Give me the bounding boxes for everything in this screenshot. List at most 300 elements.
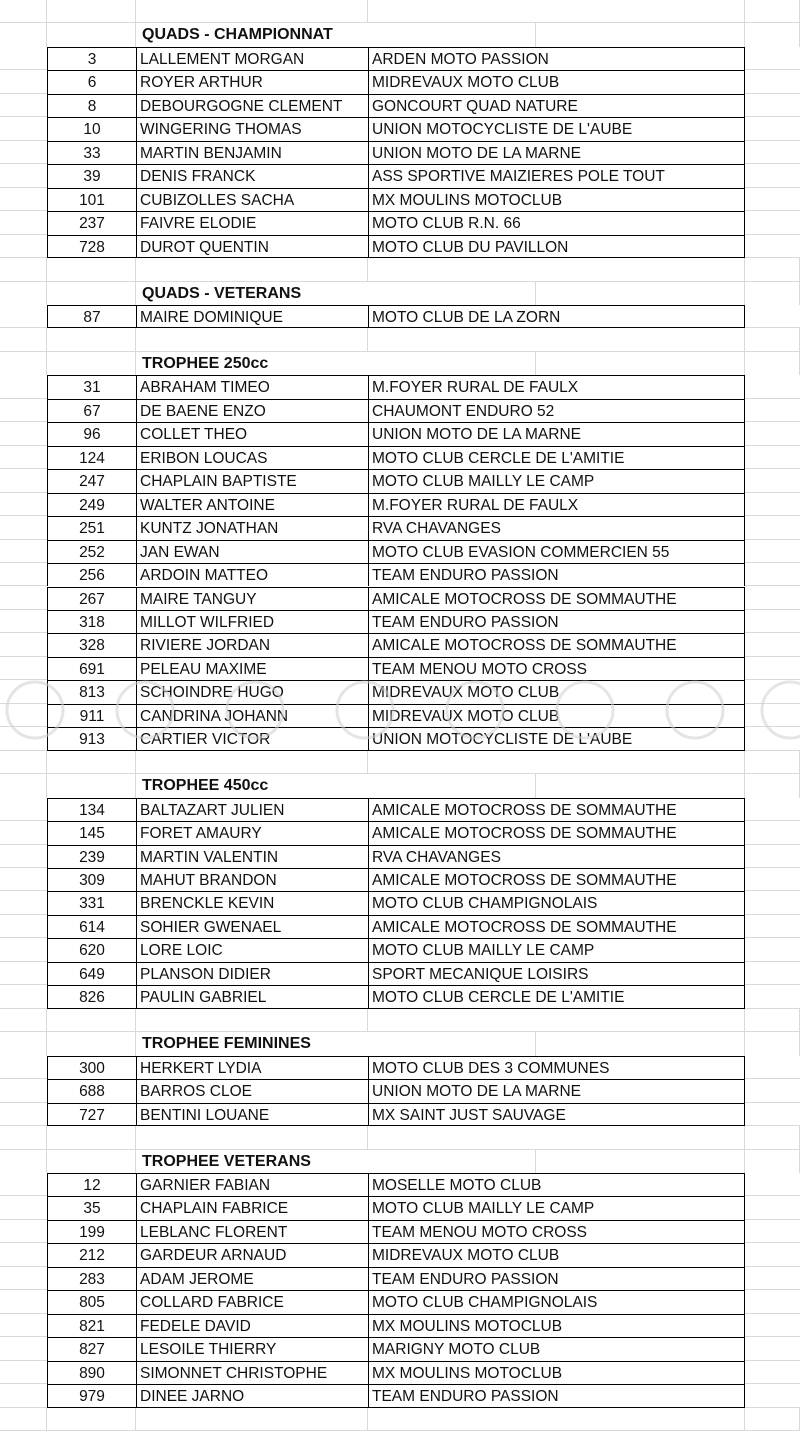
row-gutter xyxy=(0,1361,47,1384)
number-cell: 249 xyxy=(47,493,136,516)
row-margin xyxy=(745,727,800,750)
number-cell: 33 xyxy=(47,141,136,164)
table-row xyxy=(0,1314,800,1337)
club-cell xyxy=(368,774,745,797)
row-margin xyxy=(745,962,800,985)
table-row xyxy=(0,446,800,469)
number-cell: 649 xyxy=(47,962,136,985)
row-margin xyxy=(745,1150,800,1173)
row-margin xyxy=(745,1079,800,1102)
name-cell: KUNTZ JONATHAN xyxy=(136,516,368,539)
row-margin xyxy=(745,258,800,281)
club-cell: MOTO CLUB CERCLE DE L'AMITIE xyxy=(368,985,745,1008)
number-cell: 237 xyxy=(47,211,136,234)
number-cell xyxy=(47,1032,136,1055)
row-margin xyxy=(745,774,800,797)
club-cell: MIDREVAUX MOTO CLUB xyxy=(368,680,745,703)
row-margin xyxy=(745,1220,800,1243)
club-cell: MIDREVAUX MOTO CLUB xyxy=(368,1243,745,1266)
table-row xyxy=(0,1196,800,1219)
number-cell xyxy=(47,258,136,281)
row-margin xyxy=(745,188,800,211)
table-row xyxy=(0,1361,800,1384)
section-header-row xyxy=(0,1150,800,1173)
row-gutter xyxy=(0,0,47,23)
row-gutter xyxy=(0,1150,47,1173)
name-cell: GARDEUR ARNAUD xyxy=(136,1243,368,1266)
number-cell: 821 xyxy=(47,1314,136,1337)
name-cell: BRENCKLE KEVIN xyxy=(136,891,368,914)
number-cell: 267 xyxy=(47,587,136,610)
name-cell: MARTIN VALENTIN xyxy=(136,845,368,868)
row-gutter xyxy=(0,1243,47,1266)
row-margin xyxy=(745,657,800,680)
table-row xyxy=(0,235,800,258)
row-gutter xyxy=(0,1173,47,1196)
number-cell: 813 xyxy=(47,680,136,703)
name-cell: CANDRINA JOHANN xyxy=(136,704,368,727)
name-cell: RIVIERE JORDAN xyxy=(136,633,368,656)
table-row xyxy=(0,141,800,164)
table-row xyxy=(0,117,800,140)
row-gutter xyxy=(0,23,47,46)
number-cell xyxy=(47,751,136,774)
club-cell xyxy=(368,1126,745,1149)
row-gutter xyxy=(0,915,47,938)
number-cell: 101 xyxy=(47,188,136,211)
number-cell: 827 xyxy=(47,1337,136,1360)
row-gutter xyxy=(0,399,47,422)
row-gutter xyxy=(0,1009,47,1032)
table-row xyxy=(0,47,800,70)
number-cell: 31 xyxy=(47,375,136,398)
name-cell: PELEAU MAXIME xyxy=(136,657,368,680)
name-cell: ARDOIN MATTEO xyxy=(136,563,368,586)
row-gutter xyxy=(0,680,47,703)
row-margin xyxy=(745,1103,800,1126)
table-row xyxy=(0,164,800,187)
club-cell: M.FOYER RURAL DE FAULX xyxy=(368,493,745,516)
number-cell: 614 xyxy=(47,915,136,938)
row-gutter xyxy=(0,1408,47,1431)
row-gutter xyxy=(0,164,47,187)
club-cell: MOTO CLUB MAILLY LE CAMP xyxy=(368,1196,745,1219)
table-row xyxy=(0,375,800,398)
club-cell: MX SAINT JUST SAUVAGE xyxy=(368,1103,745,1126)
row-gutter xyxy=(0,774,47,797)
row-margin xyxy=(745,305,800,328)
name-cell: MARTIN BENJAMIN xyxy=(136,141,368,164)
table-row xyxy=(0,1173,800,1196)
club-cell: AMICALE MOTOCROSS DE SOMMAUTHE xyxy=(368,821,745,844)
table-row xyxy=(0,657,800,680)
club-cell: TEAM ENDURO PASSION xyxy=(368,610,745,633)
row-gutter xyxy=(0,1314,47,1337)
number-cell: 252 xyxy=(47,540,136,563)
club-cell: MOTO CLUB CHAMPIGNOLAIS xyxy=(368,891,745,914)
row-gutter xyxy=(0,962,47,985)
row-margin xyxy=(745,915,800,938)
row-gutter xyxy=(0,47,47,70)
number-cell: 318 xyxy=(47,610,136,633)
number-cell: 727 xyxy=(47,1103,136,1126)
name-cell: DEBOURGOGNE CLEMENT xyxy=(136,94,368,117)
club-cell: UNION MOTOCYCLISTE DE L'AUBE xyxy=(368,117,745,140)
row-margin xyxy=(745,469,800,492)
row-gutter xyxy=(0,1032,47,1055)
row-margin xyxy=(745,1267,800,1290)
name-cell: FORET AMAURY xyxy=(136,821,368,844)
row-margin xyxy=(745,610,800,633)
table-row xyxy=(0,727,800,750)
club-cell: UNION MOTO DE LA MARNE xyxy=(368,141,745,164)
empty-row xyxy=(0,751,800,774)
row-gutter xyxy=(0,704,47,727)
name-cell: LEBLANC FLORENT xyxy=(136,1220,368,1243)
name-cell: BALTAZART JULIEN xyxy=(136,798,368,821)
row-margin xyxy=(745,1290,800,1313)
table-row xyxy=(0,1337,800,1360)
empty-row xyxy=(0,328,800,351)
club-cell: UNION MOTO DE LA MARNE xyxy=(368,1079,745,1102)
row-gutter xyxy=(0,188,47,211)
number-cell: 247 xyxy=(47,469,136,492)
table-row xyxy=(0,1056,800,1079)
row-margin xyxy=(745,352,800,375)
row-margin xyxy=(745,587,800,610)
row-gutter xyxy=(0,1079,47,1102)
name-cell: BENTINI LOUANE xyxy=(136,1103,368,1126)
table-row xyxy=(0,915,800,938)
row-gutter xyxy=(0,610,47,633)
number-cell: 10 xyxy=(47,117,136,140)
row-margin xyxy=(745,446,800,469)
row-gutter xyxy=(0,727,47,750)
row-gutter xyxy=(0,1290,47,1313)
club-cell xyxy=(368,258,745,281)
row-gutter xyxy=(0,821,47,844)
club-cell: AMICALE MOTOCROSS DE SOMMAUTHE xyxy=(368,915,745,938)
table-row xyxy=(0,704,800,727)
club-cell: MOTO CLUB DES 3 COMMUNES xyxy=(368,1056,745,1079)
club-cell: MOTO CLUB MAILLY LE CAMP xyxy=(368,469,745,492)
name-cell: COLLET THEO xyxy=(136,422,368,445)
row-gutter xyxy=(0,469,47,492)
row-margin xyxy=(745,985,800,1008)
club-cell: MIDREVAUX MOTO CLUB xyxy=(368,704,745,727)
table-row xyxy=(0,845,800,868)
number-cell xyxy=(47,1150,136,1173)
number-cell: 890 xyxy=(47,1361,136,1384)
table-row xyxy=(0,94,800,117)
row-gutter xyxy=(0,1126,47,1149)
table-row xyxy=(0,610,800,633)
number-cell: 805 xyxy=(47,1290,136,1313)
club-cell xyxy=(368,282,745,305)
row-margin xyxy=(745,1009,800,1032)
club-cell: SPORT MECANIQUE LOISIRS xyxy=(368,962,745,985)
section-header-row xyxy=(0,23,800,46)
club-cell xyxy=(368,328,745,351)
section-title: TROPHEE 250cc xyxy=(136,352,536,375)
number-cell: 913 xyxy=(47,727,136,750)
club-cell: MX MOULINS MOTOCLUB xyxy=(368,1314,745,1337)
table-row xyxy=(0,305,800,328)
row-margin xyxy=(745,141,800,164)
number-cell: 256 xyxy=(47,563,136,586)
club-cell: TEAM ENDURO PASSION xyxy=(368,1267,745,1290)
name-cell: ERIBON LOUCAS xyxy=(136,446,368,469)
row-gutter xyxy=(0,868,47,891)
table-row xyxy=(0,868,800,891)
name-cell xyxy=(136,751,368,774)
number-cell: 911 xyxy=(47,704,136,727)
club-cell: UNION MOTOCYCLISTE DE L'AUBE xyxy=(368,727,745,750)
club-cell: AMICALE MOTOCROSS DE SOMMAUTHE xyxy=(368,633,745,656)
name-cell xyxy=(136,258,368,281)
row-margin xyxy=(745,422,800,445)
table-row xyxy=(0,821,800,844)
row-margin xyxy=(745,282,800,305)
number-cell xyxy=(47,328,136,351)
club-cell: AMICALE MOTOCROSS DE SOMMAUTHE xyxy=(368,868,745,891)
row-gutter xyxy=(0,328,47,351)
row-margin xyxy=(745,328,800,351)
table-row xyxy=(0,422,800,445)
row-gutter xyxy=(0,751,47,774)
number-cell: 124 xyxy=(47,446,136,469)
empty-row xyxy=(0,0,800,23)
section-header-row xyxy=(0,774,800,797)
number-cell: 979 xyxy=(47,1384,136,1407)
table-row xyxy=(0,493,800,516)
row-margin xyxy=(745,798,800,821)
row-margin xyxy=(745,375,800,398)
name-cell: HERKERT LYDIA xyxy=(136,1056,368,1079)
table-row xyxy=(0,1079,800,1102)
table-row xyxy=(0,798,800,821)
number-cell: 3 xyxy=(47,47,136,70)
row-gutter xyxy=(0,141,47,164)
name-cell: DUROT QUENTIN xyxy=(136,235,368,258)
number-cell: 283 xyxy=(47,1267,136,1290)
row-margin xyxy=(745,751,800,774)
table-row xyxy=(0,1290,800,1313)
number-cell: 199 xyxy=(47,1220,136,1243)
section-title: QUADS - VETERANS xyxy=(136,282,536,305)
empty-row xyxy=(0,1009,800,1032)
table-row xyxy=(0,469,800,492)
table-row xyxy=(0,587,800,610)
row-margin xyxy=(745,516,800,539)
row-margin xyxy=(745,1314,800,1337)
club-cell: TEAM ENDURO PASSION xyxy=(368,563,745,586)
club-cell: TEAM ENDURO PASSION xyxy=(368,1384,745,1407)
row-gutter xyxy=(0,258,47,281)
name-cell: WINGERING THOMAS xyxy=(136,117,368,140)
club-cell: GONCOURT QUAD NATURE xyxy=(368,94,745,117)
name-cell: FAIVRE ELODIE xyxy=(136,211,368,234)
club-cell: MX MOULINS MOTOCLUB xyxy=(368,188,745,211)
name-cell: LESOILE THIERRY xyxy=(136,1337,368,1360)
club-cell: CHAUMONT ENDURO 52 xyxy=(368,399,745,422)
name-cell: MAHUT BRANDON xyxy=(136,868,368,891)
table-row xyxy=(0,891,800,914)
number-cell: 300 xyxy=(47,1056,136,1079)
row-margin xyxy=(745,1032,800,1055)
row-margin xyxy=(745,938,800,961)
table-row xyxy=(0,680,800,703)
row-margin xyxy=(745,235,800,258)
name-cell: FEDELE DAVID xyxy=(136,1314,368,1337)
name-cell: MAIRE TANGUY xyxy=(136,587,368,610)
section-header-row xyxy=(0,352,800,375)
name-cell xyxy=(136,1408,368,1431)
section-title: TROPHEE 450cc xyxy=(136,774,536,797)
club-cell: UNION MOTO DE LA MARNE xyxy=(368,422,745,445)
name-cell: DE BAENE ENZO xyxy=(136,399,368,422)
row-margin xyxy=(745,845,800,868)
row-margin xyxy=(745,211,800,234)
row-margin xyxy=(745,1361,800,1384)
table-row xyxy=(0,516,800,539)
club-cell xyxy=(368,23,745,46)
club-cell: MOTO CLUB R.N. 66 xyxy=(368,211,745,234)
number-cell: 331 xyxy=(47,891,136,914)
name-cell: GARNIER FABIAN xyxy=(136,1173,368,1196)
row-gutter xyxy=(0,305,47,328)
row-gutter xyxy=(0,422,47,445)
row-margin xyxy=(745,0,800,23)
row-gutter xyxy=(0,1267,47,1290)
club-cell xyxy=(368,352,745,375)
row-gutter xyxy=(0,891,47,914)
club-cell: MARIGNY MOTO CLUB xyxy=(368,1337,745,1360)
table-row xyxy=(0,938,800,961)
table-row xyxy=(0,540,800,563)
row-margin xyxy=(745,680,800,703)
row-margin xyxy=(745,23,800,46)
table-row xyxy=(0,70,800,93)
row-gutter xyxy=(0,985,47,1008)
row-margin xyxy=(745,164,800,187)
row-gutter xyxy=(0,540,47,563)
number-cell: 728 xyxy=(47,235,136,258)
name-cell: JAN EWAN xyxy=(136,540,368,563)
number-cell xyxy=(47,352,136,375)
row-gutter xyxy=(0,493,47,516)
row-gutter xyxy=(0,1103,47,1126)
row-gutter xyxy=(0,633,47,656)
row-margin xyxy=(745,399,800,422)
row-gutter xyxy=(0,70,47,93)
row-margin xyxy=(745,633,800,656)
name-cell: MILLOT WILFRIED xyxy=(136,610,368,633)
empty-row xyxy=(0,1126,800,1149)
club-cell: MOSELLE MOTO CLUB xyxy=(368,1173,745,1196)
number-cell: 251 xyxy=(47,516,136,539)
row-margin xyxy=(745,563,800,586)
row-gutter xyxy=(0,938,47,961)
number-cell: 134 xyxy=(47,798,136,821)
name-cell: DINEE JARNO xyxy=(136,1384,368,1407)
club-cell: RVA CHAVANGES xyxy=(368,845,745,868)
row-gutter xyxy=(0,446,47,469)
name-cell xyxy=(136,1009,368,1032)
name-cell xyxy=(136,1126,368,1149)
name-cell: CUBIZOLLES SACHA xyxy=(136,188,368,211)
row-margin xyxy=(745,1196,800,1219)
name-cell: CHAPLAIN BAPTISTE xyxy=(136,469,368,492)
row-margin xyxy=(745,891,800,914)
club-cell: TEAM MENOU MOTO CROSS xyxy=(368,657,745,680)
number-cell: 96 xyxy=(47,422,136,445)
club-cell: MOTO CLUB MAILLY LE CAMP xyxy=(368,938,745,961)
club-cell: RVA CHAVANGES xyxy=(368,516,745,539)
row-margin xyxy=(745,704,800,727)
row-gutter xyxy=(0,117,47,140)
club-cell xyxy=(368,1009,745,1032)
row-margin xyxy=(745,1408,800,1431)
table-row xyxy=(0,211,800,234)
name-cell: SOHIER GWENAEL xyxy=(136,915,368,938)
name-cell: PLANSON DIDIER xyxy=(136,962,368,985)
section-title: TROPHEE VETERANS xyxy=(136,1150,536,1173)
name-cell: SCHOINDRE HUGO xyxy=(136,680,368,703)
row-gutter xyxy=(0,516,47,539)
table-row xyxy=(0,985,800,1008)
club-cell: MIDREVAUX MOTO CLUB xyxy=(368,70,745,93)
empty-row xyxy=(0,258,800,281)
table-row xyxy=(0,633,800,656)
club-cell: MOTO CLUB DE LA ZORN xyxy=(368,305,745,328)
club-cell xyxy=(368,0,745,23)
number-cell: 688 xyxy=(47,1079,136,1102)
row-gutter xyxy=(0,94,47,117)
number-cell: 620 xyxy=(47,938,136,961)
name-cell: MAIRE DOMINIQUE xyxy=(136,305,368,328)
number-cell xyxy=(47,1126,136,1149)
name-cell: COLLARD FABRICE xyxy=(136,1290,368,1313)
row-margin xyxy=(745,493,800,516)
row-margin xyxy=(745,117,800,140)
row-margin xyxy=(745,868,800,891)
number-cell: 145 xyxy=(47,821,136,844)
name-cell: LALLEMENT MORGAN xyxy=(136,47,368,70)
number-cell: 6 xyxy=(47,70,136,93)
row-gutter xyxy=(0,1056,47,1079)
row-gutter xyxy=(0,352,47,375)
row-margin xyxy=(745,821,800,844)
row-margin xyxy=(745,1243,800,1266)
row-gutter xyxy=(0,282,47,305)
name-cell: CHAPLAIN FABRICE xyxy=(136,1196,368,1219)
row-margin xyxy=(745,1173,800,1196)
row-gutter xyxy=(0,1196,47,1219)
name-cell: CARTIER VICTOR xyxy=(136,727,368,750)
empty-row xyxy=(0,1408,800,1431)
table-row xyxy=(0,1384,800,1407)
number-cell: 309 xyxy=(47,868,136,891)
number-cell: 212 xyxy=(47,1243,136,1266)
row-gutter xyxy=(0,211,47,234)
row-gutter xyxy=(0,657,47,680)
club-cell: AMICALE MOTOCROSS DE SOMMAUTHE xyxy=(368,798,745,821)
row-gutter xyxy=(0,587,47,610)
club-cell: MOTO CLUB EVASION COMMERCIEN 55 xyxy=(368,540,745,563)
name-cell: ADAM JEROME xyxy=(136,1267,368,1290)
section-header-row xyxy=(0,282,800,305)
